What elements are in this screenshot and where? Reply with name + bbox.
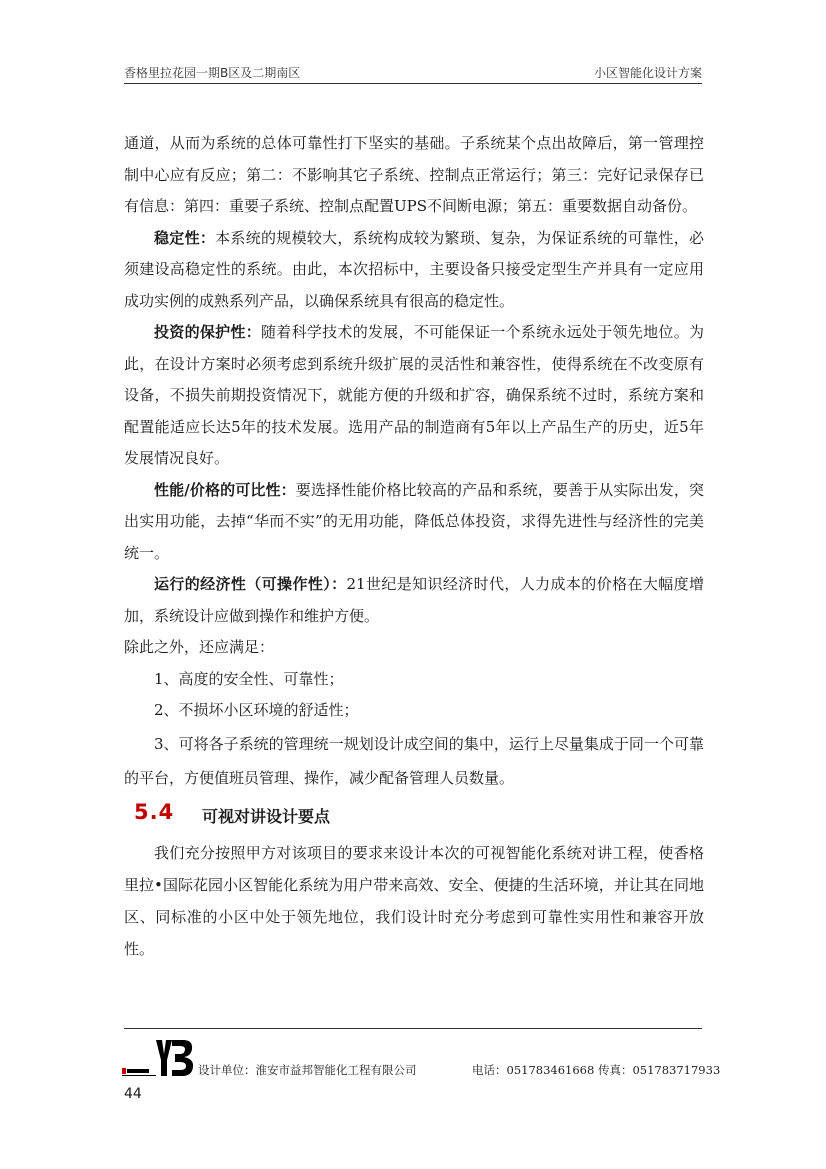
page-number: 44 [124,1086,142,1102]
economy-paragraph [124,569,704,632]
investment-paragraph [124,317,704,475]
header-divider [124,83,702,84]
footer-contact: 电话：051783461668 传真：051783717933 [472,1063,721,1077]
stability-term: 稳定性： [154,228,216,247]
economy-term: 运行的经济性（可操作性）： [154,575,347,593]
cost-term: 性能/价格的可比性： [154,480,296,499]
section-number: 5.4 [134,799,175,824]
besides-line: 除此之外，还应满足： [124,638,275,656]
section-title: 可视对讲设计要点 [202,806,331,826]
investment-term: 投资的保护性： [154,323,261,341]
page-header [124,64,702,84]
list-item: 3、可将各子系统的管理统一规划设计成空间的集中，运行上尽量集成于同一个可靠的平台，方便值班员管理、操作，减少配备管理人员数量。 [124,734,704,787]
logo-red-mark [122,1068,126,1074]
logo-b-shape [172,1040,193,1076]
section-heading [124,795,704,837]
economy-text: 21世纪是知识经济时代，人力成本的价格在大幅度增加，系统设计应做到操作和维护方便。 [124,575,704,625]
logo-y-shape [156,1040,172,1076]
stability-paragraph [124,223,704,318]
footer-divider [124,1028,702,1029]
header-project-name: 香格里拉花园一期B区及二期南区 [124,66,301,80]
list-item: 2、不损坏小区环境的舒适性； [154,701,359,719]
logo-wordmark [127,1069,149,1073]
cost-paragraph [124,475,704,570]
header-document-title: 小区智能化设计方案 [593,66,702,80]
investment-text: 随着科学技术的发展，不可能保证一个系统永远处于领先地位。为此，在设计方案时必须考虑到系统升级扩展的灵活性和兼容性，使得系统在不改变原有设备，不损失前期投资情况下，就能方便的升级和扩容，确保系统不过时，系统方案和配置能适应长达5年的技术发展。选用产品的制造商有5年以上产品生产的历史，近5年发展情况良好。 [124,323,704,467]
cost-text: 要选择性能价格比较高的产品和系统，要善于从实际出发，突出实用功能，去掉“华而不实”的无用功能，降低总体投资，求得先进性与经济性的完美统一。 [124,480,704,562]
company-logo [120,1038,196,1078]
stability-text: 本系统的规模较大，系统构成较为繁琐、复杂，为保证系统的可靠性，必须建设高稳定性的系统。由此，本次招标中，主要设备只接受定型生产并具有一定应用成功实例的成熟系列产品，以确保系统具有很高的稳定性。 [124,228,704,310]
reliability-paragraph: 通道，从而为系统的总体可靠性打下坚实的基础。子系统某个点出故障后，第一管理控制中心应有反应；第二：不影响其它子系统、控制点正常运行；第三：完好记录保存已有信息：第四：重要子系统、控制点配置UPS不间断电源；第五：重要数据自动备份。 [124,134,704,215]
section-paragraph: 我们充分按照甲方对该项目的要求来设计本次的可视智能化系统对讲工程，使香格里拉•国际花园小区智能化系统为用户带来高效、安全、便捷的生活环境，并让其在同地区、同标准的小区中处于领先地位，我们设计时充分考虑到可靠性实用性和兼容开放性。 [124,843,704,958]
logo-underline [122,1075,156,1076]
list-item: 1、高度的安全性、可靠性； [154,669,344,688]
footer-design-unit: 设计单位：淮安市益邦智能化工程有限公司 [198,1063,417,1077]
document-body [124,128,704,965]
